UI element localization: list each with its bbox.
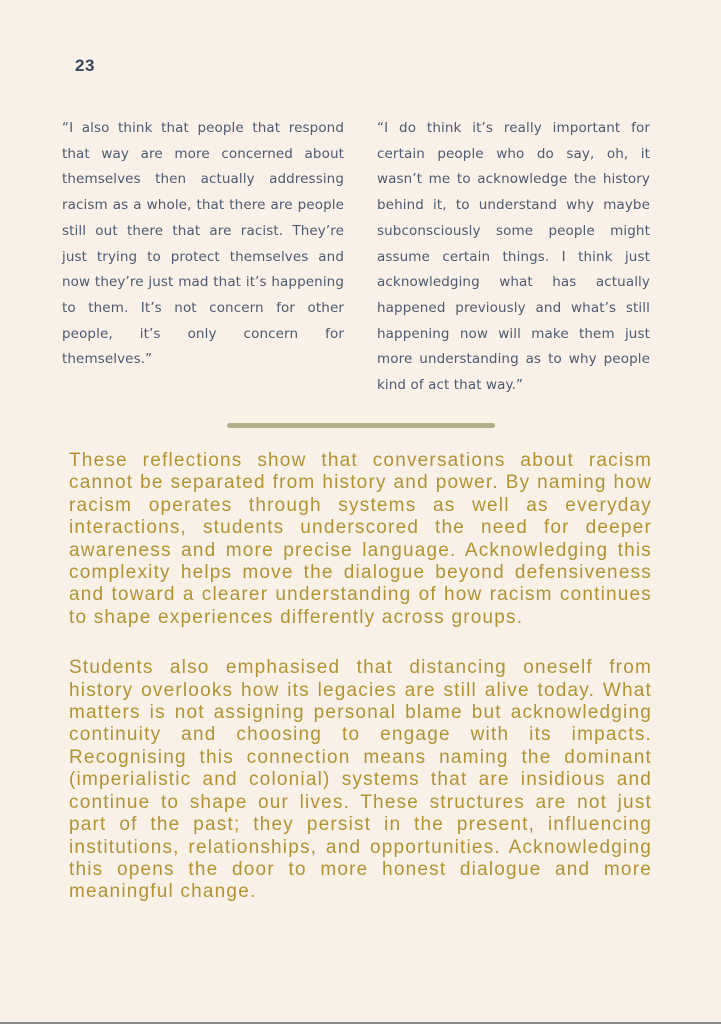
body-paragraph-1: These reflections show that conversations about racism cannot be separated from history and power. By naming how racism operates through systems as well as everyday interactions, students underscored the need for deeper awareness and more precise language. Acknowledging this complexity helps move the dialogue beyond defensiveness and toward a clearer understanding of how racism continues to shape experiences differently across groups. [69,450,652,628]
quote-left: “I also think that people that respond that way are more concerned about themselves then actually addressing racism as a whole, that there are people still out there that are racist. They’re just trying to protect themselves and now they’re just mad that it’s happening to them. It’s not concern for other people, it’s only concern for themselves.” [62,120,344,368]
section-divider [227,423,495,428]
quotes-section [62,116,650,399]
body-text-section [69,450,652,904]
quote-right: “I do think it’s really important for certain people who do say, oh, it wasn’t me to acknowledge the history behind it, to understand why maybe subconsciously some people might assume certain things. I think just acknowledging what has actually happened previously and what’s still happening now will make them just more understanding as to why people kind of act that way.” [377,120,650,394]
body-paragraph-2: Students also emphasised that distancing oneself from history overlooks how its legacies are still alive today. What matters is not assigning personal blame but acknowledging continuity and choosing to engage with its impacts. Recognising this connection means naming the dominant (imperialistic and colonial) systems that are insidious and continue to shape our lives. These structures are not just part of the past; they persist in the present, influencing institutions, relationships, and opportunities. Acknowledging this opens the door to more honest dialogue and more meaningful change. [69,657,652,903]
page-number: 23 [75,56,95,75]
